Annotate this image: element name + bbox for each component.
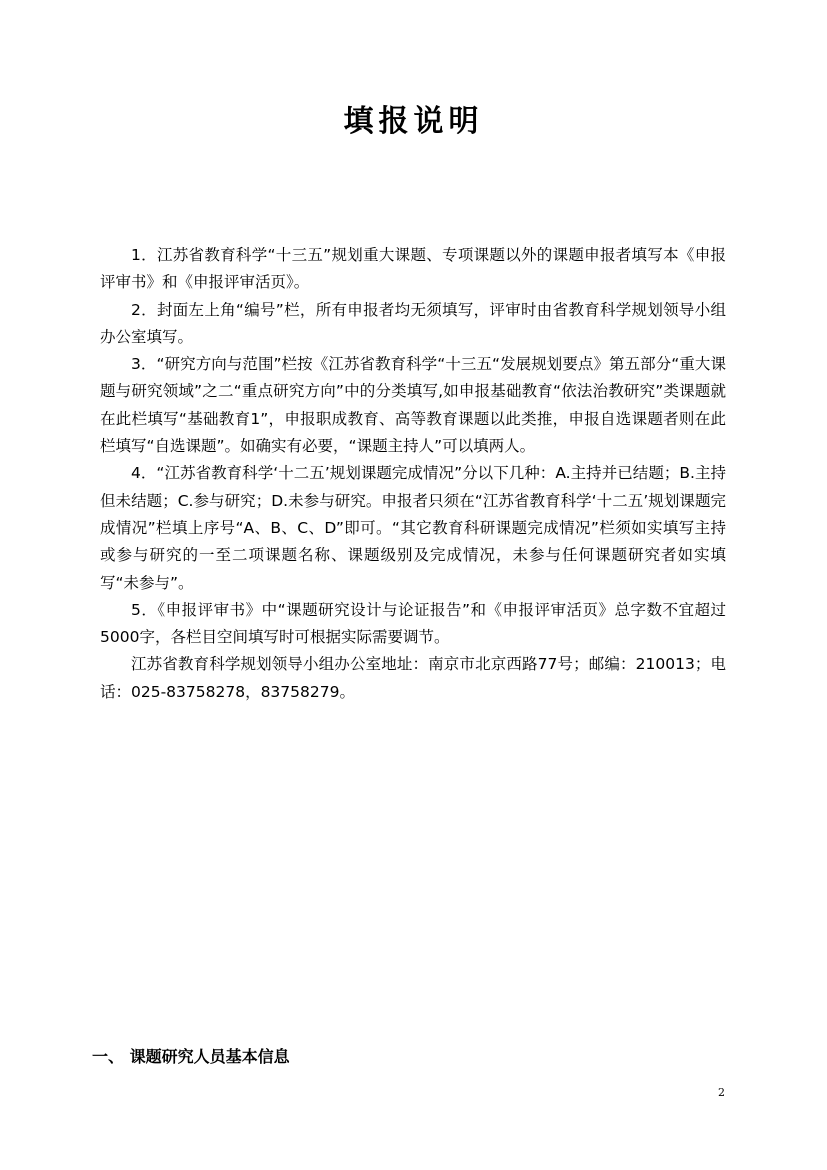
instruction-paragraph-3: 3．“研究方向与范围”栏按《江苏省教育科学“十三五“发展规划要点》第五部分“重大课题与研究领域”之二“重点研究方向”中的分类填写,如申报基础教育“依法治教研究”类课题就在此栏填写“基础教育1”，申报职成教育、高等教育课题以此类推，申报自选课题者则在此栏填写“自选课题”。如确实有必要，“课题主持人”可以填两人。 <box>100 355 726 456</box>
document-title: 填报说明 <box>343 104 484 139</box>
page-number: 2 <box>718 1086 725 1099</box>
instruction-paragraph-1: 1．江苏省教育科学“十三五”规划重大课题、专项课题以外的课题申报者填写本《申报评审书》和《申报评审活页》。 <box>100 246 726 292</box>
instructions-body <box>100 242 726 706</box>
office-contact-paragraph: 江苏省教育科学规划领导小组办公室地址：南京市北京西路77号；邮编：210013；电话：025-83758278，83758279。 <box>100 655 726 701</box>
instruction-paragraph-4: 4．“江苏省教育科学‘十二五’规划课题完成情况”分以下几种：A.主持并已结题；B.主持但未结题；C.参与研究；D.未参与研究。申报者只须在“江苏省教育科学‘十二五’规划课题完成情况”栏填上序号“A、B、C、D”即可。“其它教育科研课题完成情况”栏须如实填写主持或参与研究的一至二项课题名称、课题级别及完成情况，未参与任何课题研究者如实填写“未参与”。 <box>100 464 726 592</box>
instruction-paragraph-2: 2．封面左上角“编号”栏，所有申报者均无须填写，评审时由省教育科学规划领导小组办公室填写。 <box>100 300 726 346</box>
instruction-paragraph-5: 5．《申报评审书》中“课题研究设计与论证报告”和《申报评审活页》总字数不宜超过5000字，各栏目空间填写时可根据实际需要调节。 <box>100 600 726 647</box>
section-heading: 一、 课题研究人员基本信息 <box>92 1047 290 1066</box>
